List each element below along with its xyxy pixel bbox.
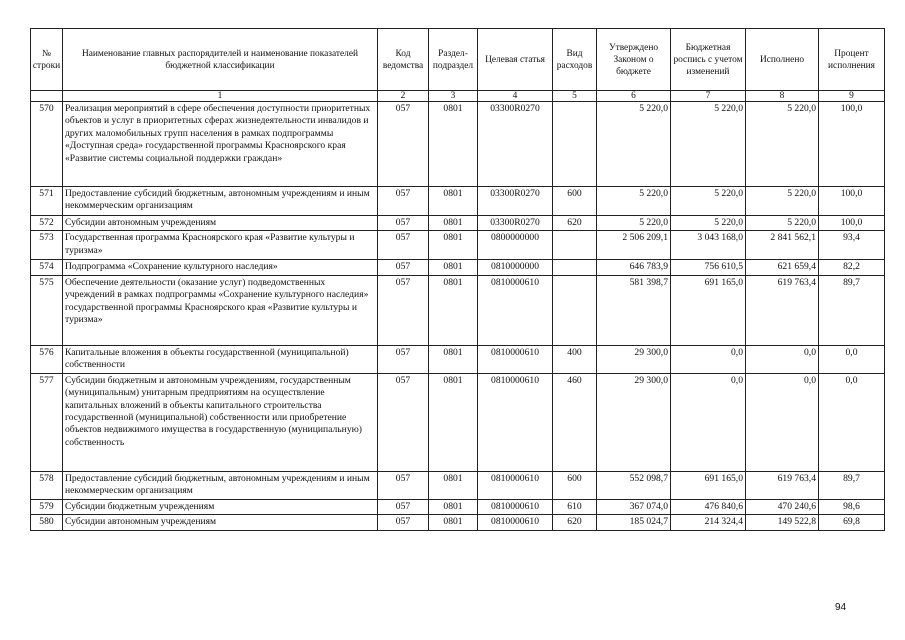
target-article: 03300R0270 bbox=[478, 187, 553, 216]
row-number: 571 bbox=[31, 187, 63, 216]
row-number: 577 bbox=[31, 373, 63, 471]
table-row bbox=[31, 515, 885, 530]
approved-amount: 29 300,0 bbox=[597, 373, 671, 471]
target-article: 0810000000 bbox=[478, 260, 553, 275]
budget-amount: 214 324,4 bbox=[671, 515, 746, 530]
executed-amount: 470 240,6 bbox=[746, 499, 819, 514]
dept-code: 057 bbox=[378, 275, 429, 345]
executed-amount: 5 220,0 bbox=[746, 102, 819, 187]
row-number: 576 bbox=[31, 345, 63, 373]
approved-amount: 185 024,7 bbox=[597, 515, 671, 530]
expense-kind: 600 bbox=[553, 471, 597, 499]
dept-code: 057 bbox=[378, 345, 429, 373]
dept-code: 057 bbox=[378, 102, 429, 187]
row-number: 574 bbox=[31, 260, 63, 275]
budget-amount: 691 165,0 bbox=[671, 471, 746, 499]
expense-kind bbox=[553, 260, 597, 275]
execution-percent: 89,7 bbox=[819, 275, 885, 345]
target-article: 0810000610 bbox=[478, 515, 553, 530]
execution-percent: 100,0 bbox=[819, 102, 885, 187]
dept-code: 057 bbox=[378, 499, 429, 514]
section-code: 0801 bbox=[429, 373, 478, 471]
header-cell: Исполнено bbox=[746, 29, 819, 91]
dept-code: 057 bbox=[378, 260, 429, 275]
execution-percent: 69,8 bbox=[819, 515, 885, 530]
approved-amount: 367 074,0 bbox=[597, 499, 671, 514]
dept-code: 057 bbox=[378, 187, 429, 216]
row-name: Предоставление субсидий бюджетным, автономным учреждениям и иным некоммерческим организациям bbox=[63, 187, 378, 216]
header-row bbox=[31, 29, 885, 91]
header-cell: Процент исполнения bbox=[819, 29, 885, 91]
budget-amount: 5 220,0 bbox=[671, 216, 746, 231]
approved-amount: 5 220,0 bbox=[597, 187, 671, 216]
section-code: 0801 bbox=[429, 216, 478, 231]
target-article: 03300R0270 bbox=[478, 102, 553, 187]
section-code: 0801 bbox=[429, 231, 478, 260]
table-row bbox=[31, 216, 885, 231]
target-article: 0810000610 bbox=[478, 275, 553, 345]
approved-amount: 2 506 209,1 bbox=[597, 231, 671, 260]
expense-kind: 400 bbox=[553, 345, 597, 373]
expense-kind bbox=[553, 275, 597, 345]
expense-kind: 610 bbox=[553, 499, 597, 514]
budget-amount: 476 840,6 bbox=[671, 499, 746, 514]
executed-amount: 0,0 bbox=[746, 345, 819, 373]
execution-percent: 82,2 bbox=[819, 260, 885, 275]
execution-percent: 89,7 bbox=[819, 471, 885, 499]
expense-kind: 620 bbox=[553, 216, 597, 231]
row-name: Реализация мероприятий в сфере обеспечения доступности приоритетных объектов и услуг в приоритетных сферах жизнедеятельности инвалидов и других маломобильных групп населения в рамках подпрограммы «Доступная среда» государственной программы Красноярского края «Развитие системы социальной поддержки граждан» bbox=[63, 102, 378, 187]
budget-amount: 756 610,5 bbox=[671, 260, 746, 275]
table-row bbox=[31, 499, 885, 514]
header-cell: Вид расходов bbox=[553, 29, 597, 91]
column-number: 9 bbox=[819, 91, 885, 102]
row-name: Государственная программа Красноярского края «Развитие культуры и туризма» bbox=[63, 231, 378, 260]
column-number bbox=[31, 91, 63, 102]
row-number: 579 bbox=[31, 499, 63, 514]
header-cell: Целевая статья bbox=[478, 29, 553, 91]
row-name: Субсидии бюджетным и автономным учреждениям, государственным (муниципальным) унитарным предприятиям на осуществление капитальных вложений в объекты капитального строительства государственной (муниципальной) собственности или приобретение объектов недвижимого имущества в государственную (муниципальную) собственность bbox=[63, 373, 378, 471]
dept-code: 057 bbox=[378, 216, 429, 231]
header-cell: Утверждено Законом о бюджете bbox=[597, 29, 671, 91]
approved-amount: 5 220,0 bbox=[597, 216, 671, 231]
row-number: 570 bbox=[31, 102, 63, 187]
approved-amount: 646 783,9 bbox=[597, 260, 671, 275]
header-cell: Бюджетная роспись с учетом изменений bbox=[671, 29, 746, 91]
approved-amount: 552 098,7 bbox=[597, 471, 671, 499]
section-code: 0801 bbox=[429, 515, 478, 530]
executed-amount: 5 220,0 bbox=[746, 187, 819, 216]
budget-amount: 3 043 168,0 bbox=[671, 231, 746, 260]
budget-amount: 5 220,0 bbox=[671, 102, 746, 187]
column-number: 3 bbox=[429, 91, 478, 102]
target-article: 0810000610 bbox=[478, 471, 553, 499]
table-row bbox=[31, 187, 885, 216]
approved-amount: 5 220,0 bbox=[597, 102, 671, 187]
column-number: 2 bbox=[378, 91, 429, 102]
execution-percent: 100,0 bbox=[819, 216, 885, 231]
table-row bbox=[31, 471, 885, 499]
execution-percent: 100,0 bbox=[819, 187, 885, 216]
column-number: 6 bbox=[597, 91, 671, 102]
row-name: Капитальные вложения в объекты государственной (муниципальной) собственности bbox=[63, 345, 378, 373]
target-article: 0810000610 bbox=[478, 373, 553, 471]
target-article: 0810000610 bbox=[478, 345, 553, 373]
approved-amount: 581 398,7 bbox=[597, 275, 671, 345]
target-article: 03300R0270 bbox=[478, 216, 553, 231]
budget-amount: 0,0 bbox=[671, 345, 746, 373]
budget-amount: 691 165,0 bbox=[671, 275, 746, 345]
dept-code: 057 bbox=[378, 515, 429, 530]
executed-amount: 149 522,8 bbox=[746, 515, 819, 530]
table-row bbox=[31, 260, 885, 275]
budget-table bbox=[30, 28, 885, 531]
section-code: 0801 bbox=[429, 260, 478, 275]
row-number: 580 bbox=[31, 515, 63, 530]
column-number: 4 bbox=[478, 91, 553, 102]
row-number: 575 bbox=[31, 275, 63, 345]
execution-percent: 0,0 bbox=[819, 345, 885, 373]
column-number: 5 bbox=[553, 91, 597, 102]
target-article: 0800000000 bbox=[478, 231, 553, 260]
execution-percent: 98,6 bbox=[819, 499, 885, 514]
section-code: 0801 bbox=[429, 499, 478, 514]
row-name: Предоставление субсидий бюджетным, автономным учреждениям и иным некоммерческим организациям bbox=[63, 471, 378, 499]
section-code: 0801 bbox=[429, 187, 478, 216]
dept-code: 057 bbox=[378, 373, 429, 471]
header-cell: Раздел-подраздел bbox=[429, 29, 478, 91]
section-code: 0801 bbox=[429, 275, 478, 345]
table-row bbox=[31, 345, 885, 373]
section-code: 0801 bbox=[429, 471, 478, 499]
row-number: 578 bbox=[31, 471, 63, 499]
expense-kind: 620 bbox=[553, 515, 597, 530]
header-cell: Наименование главных распорядителей и наименование показателей бюджетной классификации bbox=[63, 29, 378, 91]
table-row bbox=[31, 275, 885, 345]
budget-amount: 0,0 bbox=[671, 373, 746, 471]
row-number: 573 bbox=[31, 231, 63, 260]
expense-kind bbox=[553, 231, 597, 260]
target-article: 0810000610 bbox=[478, 499, 553, 514]
row-name: Обеспечение деятельности (оказание услуг) подведомственных учреждений в рамках подпрограммы «Сохранение культурного наследия» государственной программы Красноярского края «Развитие культуры и туризма» bbox=[63, 275, 378, 345]
executed-amount: 619 763,4 bbox=[746, 275, 819, 345]
column-number-row bbox=[31, 91, 885, 102]
column-number: 8 bbox=[746, 91, 819, 102]
dept-code: 057 bbox=[378, 471, 429, 499]
section-code: 0801 bbox=[429, 102, 478, 187]
table-row bbox=[31, 102, 885, 187]
execution-percent: 0,0 bbox=[819, 373, 885, 471]
executed-amount: 0,0 bbox=[746, 373, 819, 471]
header-cell: № строки bbox=[31, 29, 63, 91]
column-number: 1 bbox=[63, 91, 378, 102]
header-cell: Код ведомства bbox=[378, 29, 429, 91]
row-name: Подпрограмма «Сохранение культурного наследия» bbox=[63, 260, 378, 275]
executed-amount: 5 220,0 bbox=[746, 216, 819, 231]
table-row bbox=[31, 231, 885, 260]
executed-amount: 621 659,4 bbox=[746, 260, 819, 275]
row-number: 572 bbox=[31, 216, 63, 231]
executed-amount: 2 841 562,1 bbox=[746, 231, 819, 260]
row-name: Субсидии автономным учреждениям bbox=[63, 515, 378, 530]
expense-kind bbox=[553, 102, 597, 187]
budget-amount: 5 220,0 bbox=[671, 187, 746, 216]
dept-code: 057 bbox=[378, 231, 429, 260]
expense-kind: 460 bbox=[553, 373, 597, 471]
approved-amount: 29 300,0 bbox=[597, 345, 671, 373]
column-number: 7 bbox=[671, 91, 746, 102]
page-number: 94 bbox=[835, 602, 847, 613]
section-code: 0801 bbox=[429, 345, 478, 373]
table-row bbox=[31, 373, 885, 471]
expense-kind: 600 bbox=[553, 187, 597, 216]
row-name: Субсидии бюджетным учреждениям bbox=[63, 499, 378, 514]
executed-amount: 619 763,4 bbox=[746, 471, 819, 499]
execution-percent: 93,4 bbox=[819, 231, 885, 260]
row-name: Субсидии автономным учреждениям bbox=[63, 216, 378, 231]
